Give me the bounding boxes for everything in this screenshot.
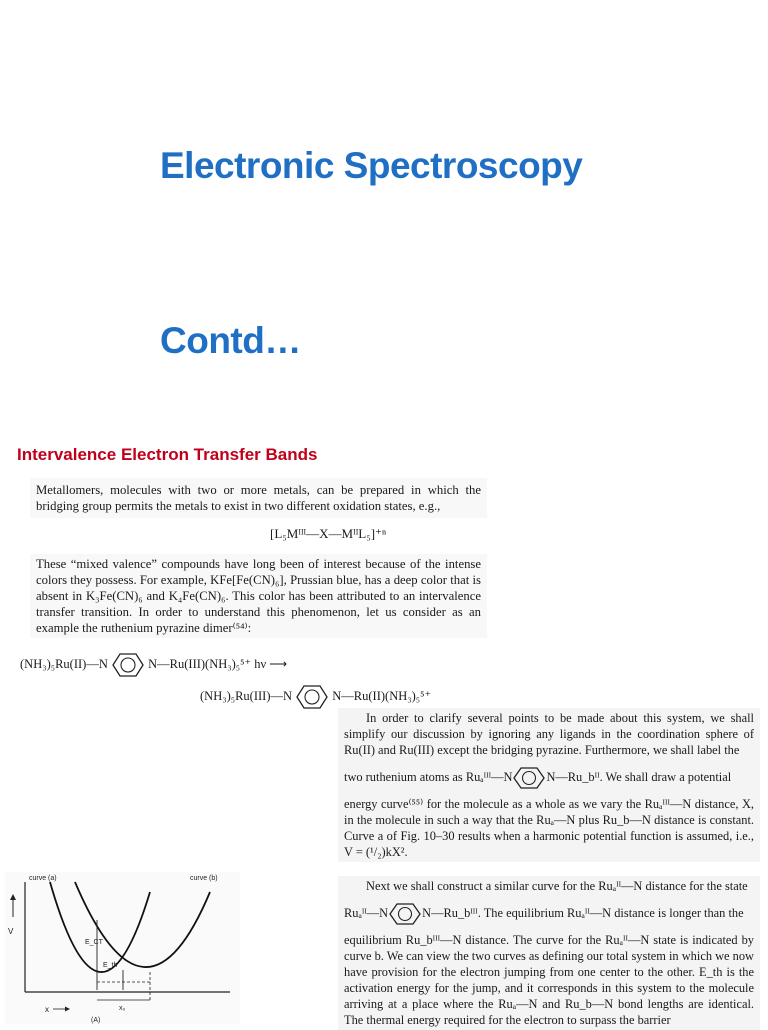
- reactant-right: N—Ru(III)(NH₃)₅⁵⁺: [148, 656, 255, 671]
- product-right: N—Ru(II)(NH₃)₅⁵⁺: [332, 688, 432, 703]
- curve-b-text-3: equilibrium Ru_bᴵᴵᴵ—N distance. The curve for the Ruₐᴵᴵ—N state is indicated by curve b. We can view the two curves as defining our total system in which we now have provision for the electron jumping from one center to the other. E_th is the activation energy for the jump, and it corresponds in this system to the molecule arriving at a place where the Ruₐ—N and Ru_b—N bond lengths are identical. The thermal energy required for the electron to surpass the barrier: [344, 933, 754, 1027]
- curve-b-paragraph: [338, 876, 760, 1030]
- x0-label: x₀: [119, 1005, 126, 1012]
- pyrazine-ring-icon: [295, 684, 329, 710]
- pyrazine-ring-icon: [512, 766, 546, 790]
- curve-a-label: curve (a): [29, 875, 57, 882]
- state-label-post: N—Ru_bᴵᴵᴵ. The equilibrium Ruₐᴵᴵ—N distance is longer than the: [422, 905, 744, 920]
- product-left: (NH₃)₅Ru(III)—N: [200, 688, 293, 703]
- curve-b-text-1: Next we shall construct a similar curve for the Ruₐᴵᴵ—N distance for the state: [366, 879, 748, 893]
- ruthenium-label-post: N—Ru_bᴵᴵ. We shall draw a potential: [546, 769, 732, 784]
- slide-subtitle: Contd…: [160, 320, 301, 361]
- reaction-arrow: hν ⟶: [254, 656, 288, 671]
- ruthenium-label-pre: two ruthenium atoms as Ruₐᴵᴵᴵ—N: [344, 769, 513, 784]
- pyrazine-ring-icon: [388, 902, 422, 926]
- clarify-text-2: [344, 766, 754, 790]
- curve-b-text-2: [344, 902, 754, 926]
- e-th-label: E_th: [103, 962, 118, 969]
- curve-b-label: curve (b): [190, 875, 218, 882]
- potential-curves-diagram: [5, 872, 240, 1024]
- section-heading: Intervalence Electron Transfer Bands: [17, 445, 318, 464]
- reaction-product: [200, 684, 431, 710]
- mixed-valence-formula: [L₅Mᴵᴵᴵ—X—MᴵᴵL₅]⁺ⁿ: [270, 526, 387, 541]
- clarify-paragraph: [338, 708, 760, 862]
- reactant-left: (NH₃)₅Ru(II)—N: [20, 656, 108, 671]
- pyrazine-ring-icon: [111, 652, 145, 678]
- clarify-text-3: energy curve⁽⁵⁵⁾ for the molecule as a whole as we vary the Ruₐᴵᴵᴵ—N distance, X, in the molecule in such a way that the Ruₐ—N plus Ru_b—N distance is constant. Curve a of Fig. 10–30 results when a harmonic potential function is assumed, i.e., V = (¹/₂)kX².: [344, 797, 754, 859]
- curve-a: [50, 882, 150, 972]
- intro-paragraph: Metallomers, molecules with two or more metals, can be prepared in which the bridging group permits the metals to exist in two different oxidation states, e.g.,: [30, 478, 487, 518]
- clarify-text-1: In order to clarify several points to be made about this system, we shall simplify our discussion by ignoring any ligands in the coordination sphere of Ru(II) and Ru(III) except the bridging pyrazine. Furthermore, we shall label the: [344, 711, 754, 757]
- slide-title: Electronic Spectroscopy: [160, 145, 583, 186]
- panel-label: (A): [91, 1017, 101, 1024]
- e-ct-label: E_CT: [85, 939, 103, 946]
- state-label-pre: Ruₐᴵᴵ—N: [344, 905, 389, 920]
- x-axis-label: x: [45, 1005, 49, 1014]
- reaction-reactant: [20, 652, 287, 678]
- v-axis-label: V: [8, 927, 14, 936]
- mixed-valence-paragraph: These “mixed valence” compounds have long been of interest because of the intense colors they possess. For example, KFe[Fe(CN)₆], Prussian blue, has a deep color that is absent in K₃Fe(CN)₆ and K₄Fe(CN)₆. This color has been attributed to an intervalence transfer transition. In order to understand this phenomenon, let us consider as an example the ruthenium pyrazine dimer⁽⁵⁴⁾:: [30, 554, 487, 638]
- curve-b: [75, 882, 210, 967]
- potential-energy-figure: [5, 872, 240, 1024]
